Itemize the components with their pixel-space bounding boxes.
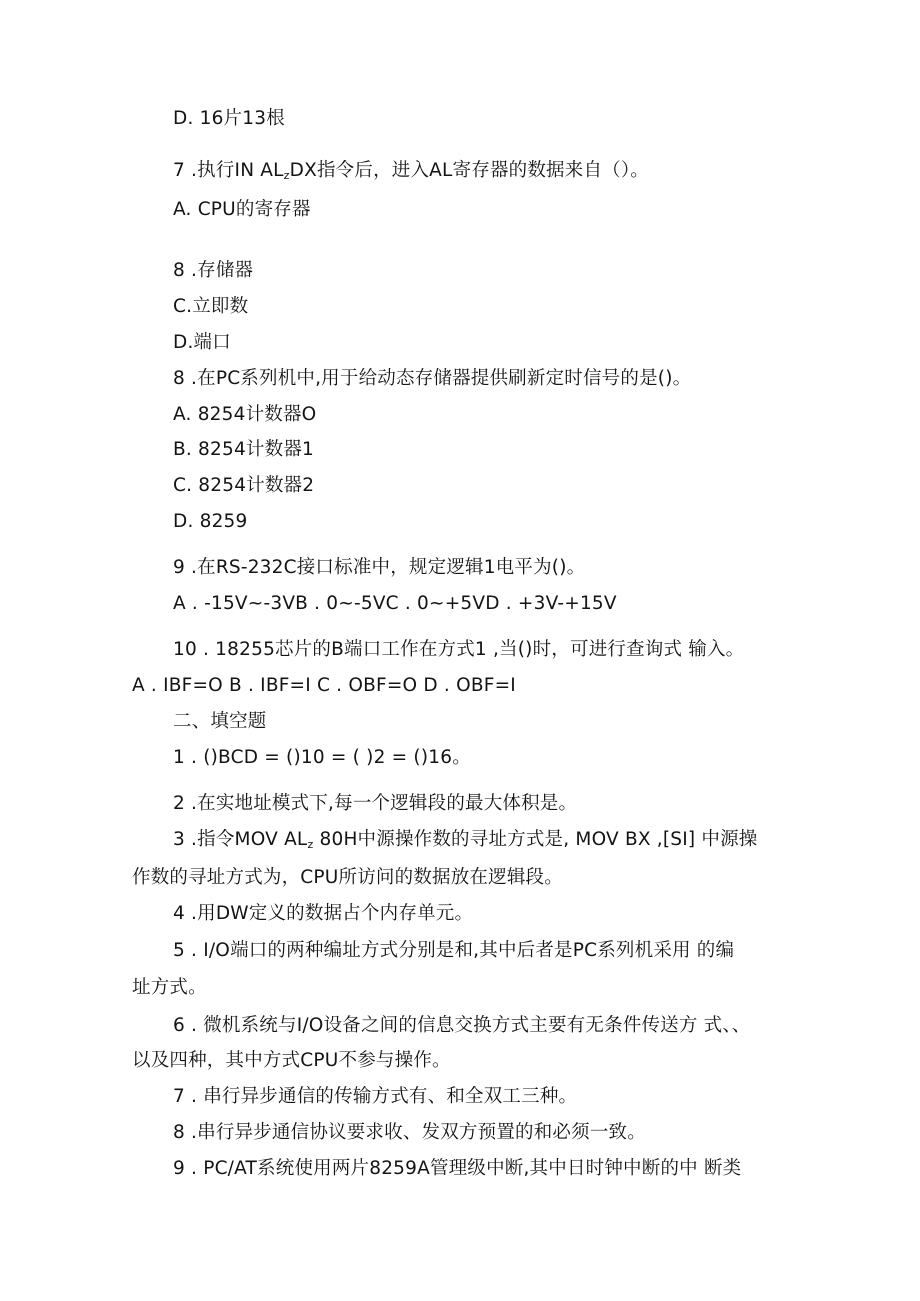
q7-stem-part2: DX指令后，进入AL寄存器的数据来自（）。 — [289, 160, 649, 181]
fill-question-3-part1: 3 .指令MOV AL — [173, 829, 308, 850]
q10-stem: 10 . 18255芯片的B端口工作在方式1 ,当()时，可进行查询式 输入。 — [173, 639, 745, 660]
q7-option-d: D.端口 — [173, 332, 231, 353]
fill-question-4: 4 .用DW定义的数据占个内存单元。 — [173, 903, 474, 924]
q8-stem: 8 .在PC系列机中,用于给动态存储器提供刷新定时信号的是()。 — [173, 368, 692, 389]
q9-options: A . -15V~-3VB . 0~-5VC . 0~+5VD . +3V-+15V — [173, 593, 617, 614]
q9-stem: 9 .在RS-232C接口标准中，规定逻辑1电平为()。 — [173, 557, 586, 578]
fill-question-8: 8 .串行异步通信协议要求收、发双方预置的和必须一致。 — [173, 1122, 646, 1143]
fill-question-9: 9 . PC/AT系统使用两片8259A管理级中断,其中日时钟中断的中 断类 — [173, 1158, 742, 1179]
q7-option-c: C.立即数 — [173, 296, 249, 317]
q7-option-b: 8 .存储器 — [173, 260, 254, 281]
q8-option-b: B. 8254计数器1 — [173, 439, 315, 460]
fill-question-6-line1: 6 . 微机系统与I/O设备之间的信息交换方式主要有无条件传送方 式、、 — [173, 1015, 751, 1036]
fill-question-5-line2: 址方式。 — [132, 977, 207, 998]
q8-option-d: D. 8259 — [173, 511, 248, 532]
q7-option-a: A. CPU的寄存器 — [173, 199, 311, 220]
q7-stem-subscript: z — [283, 169, 290, 182]
q8-option-a: A. 8254计数器O — [173, 404, 317, 425]
fill-question-3-part2: 80H中源操作数的寻址方式是, MOV BX ,[SI] 中源操 — [313, 829, 758, 850]
q7-stem — [173, 159, 649, 183]
fill-question-5-line1: 5 . I/O端口的两种编址方式分别是和,其中后者是PC系列机采用 的编 — [173, 940, 735, 961]
fill-question-3-line2: 作数的寻址方式为，CPU所访问的数据放在逻辑段。 — [132, 867, 563, 888]
q8-option-c: C. 8254计数器2 — [173, 475, 315, 496]
fill-question-3-subscript: z — [307, 838, 314, 851]
section-title-fill-in: 二、填空题 — [173, 711, 267, 732]
fill-question-7: 7 . 串行异步通信的传输方式有、和全双工三种。 — [173, 1086, 578, 1107]
fill-question-2: 2 .在实地址模式下,每一个逻辑段的最大体积是。 — [173, 793, 578, 814]
fill-question-1: 1 . ()BCD = ()10 = ( )2 = ()16。 — [173, 747, 471, 768]
q6-option-d: D. 16片13根 — [173, 108, 285, 129]
fill-question-6-line2: 以及四种，其中方式CPU不参与操作。 — [132, 1050, 451, 1071]
q10-options: A . IBF=O B . IBF=I C . OBF=O D . OBF=I — [132, 675, 516, 696]
fill-question-3-line1 — [173, 828, 758, 852]
q7-stem-part1: 7 .执行IN AL — [173, 160, 284, 181]
